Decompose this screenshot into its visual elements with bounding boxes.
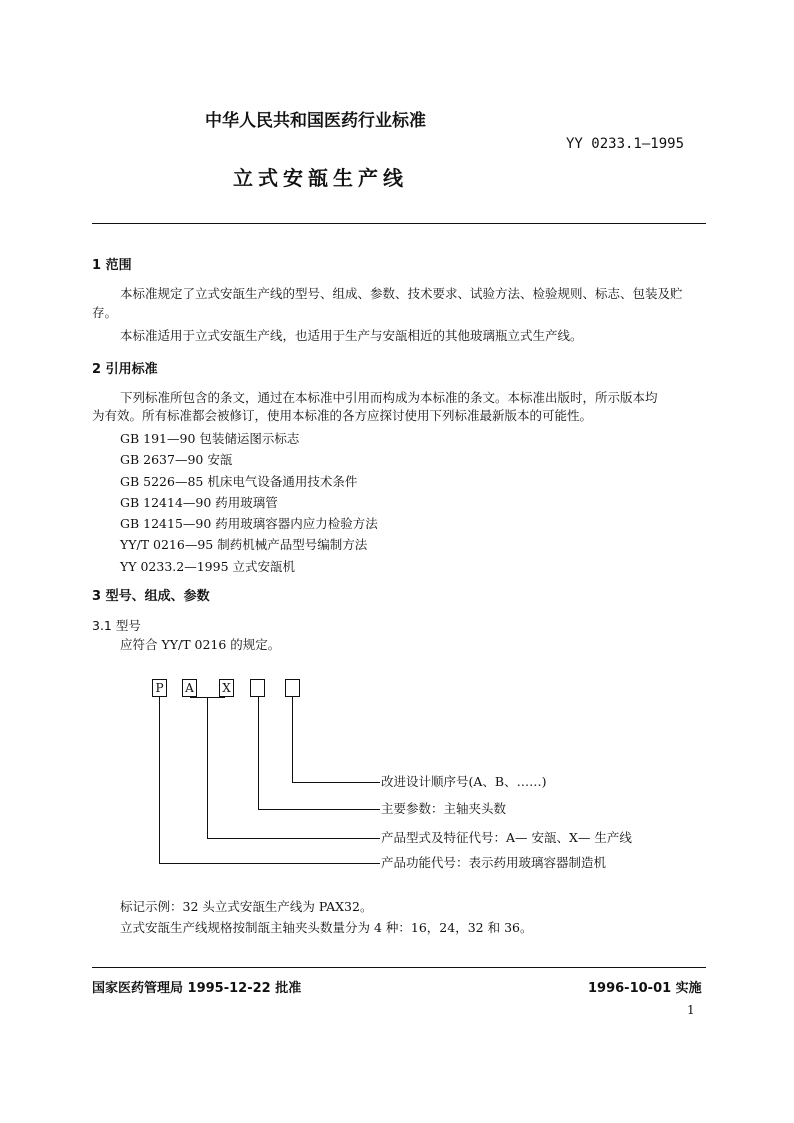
reference-item: GB 12414—90 药用玻璃管	[120, 494, 278, 510]
header-rule	[92, 223, 706, 224]
code-box-x: X	[219, 679, 234, 697]
reference-item: YY 0233.2—1995 立式安瓿机	[120, 558, 296, 574]
connector-line	[159, 697, 160, 863]
section-2-paragraph-1-cont: 为有效。所有标准都会被修订，使用本标准的各方应探讨使用下列标准最新版本的可能性。	[92, 408, 593, 423]
marking-example: 标记示例：32 头立式安瓿生产线为 PAX32。	[120, 899, 373, 914]
label-type-code: 产品型式及特征代号：A— 安瓿、X— 生产线	[381, 830, 632, 845]
label-function-code: 产品功能代号：表示药用玻璃容器制造机	[381, 855, 607, 870]
footer-rule	[92, 967, 706, 968]
section-1-paragraph-1-cont: 存。	[92, 305, 118, 320]
specification-paragraph: 立式安瓿生产线规格按制瓿主轴夹头数量分为 4 种：16，24，32 和 36。	[120, 920, 533, 935]
section-3-1-paragraph: 应符合 YY/T 0216 的规定。	[120, 637, 281, 652]
reference-item: YY/T 0216—95 制药机械产品型号编制方法	[120, 537, 368, 553]
document-title: 立式安瓿生产线	[233, 166, 408, 190]
effective-date: 1996-10-01 实施	[588, 981, 702, 996]
section-3-heading: 3 型号、组成、参数	[92, 589, 210, 604]
code-box-empty-2	[285, 679, 300, 697]
code-box-p: P	[152, 679, 167, 697]
connector-line	[207, 697, 208, 838]
section-1-paragraph-2: 本标准适用于立式安瓿生产线，也适用于生产与安瓿相近的其他玻璃瓶立式生产线。	[120, 328, 583, 343]
approval-line: 国家医药管理局 1995-12-22 批准	[92, 981, 302, 996]
leader-line	[159, 863, 380, 864]
code-box-a: A	[182, 679, 197, 697]
leader-line	[292, 782, 380, 783]
leader-line	[207, 838, 380, 839]
reference-item: GB 5226—85 机床电气设备通用技术条件	[120, 473, 358, 489]
reference-list	[120, 428, 378, 577]
page-number: 1	[687, 1003, 695, 1017]
standard-code: YY 0233.1—1995	[566, 136, 685, 152]
reference-item: GB 2637—90 安瓿	[120, 452, 233, 468]
issuing-body: 中华人民共和国医药行业标准	[205, 111, 426, 131]
section-2-heading: 2 引用标准	[92, 362, 158, 377]
connector-line	[292, 697, 293, 782]
connector-line	[190, 697, 225, 698]
reference-item: GB 191—90 包装储运图示标志	[120, 431, 300, 446]
label-revision-sequence: 改进设计顺序号(A、B、……)	[381, 774, 547, 789]
section-1-paragraph-1: 本标准规定了立式安瓿生产线的型号、组成、参数、技术要求、试验方法、检验规则、标志、包装及贮	[120, 286, 683, 301]
section-3-1-heading: 3.1 型号	[92, 618, 141, 633]
label-main-parameter: 主要参数：主轴夹头数	[381, 801, 507, 816]
code-box-empty-1	[250, 679, 265, 697]
reference-item: GB 12415—90 药用玻璃容器内应力检验方法	[120, 516, 378, 532]
leader-line	[258, 809, 380, 810]
section-2-paragraph-1: 下列标准所包含的条文，通过在本标准中引用而构成为本标准的条文。本标准出版时，所示版本均	[120, 390, 658, 405]
connector-line	[258, 697, 259, 809]
section-1-heading: 1 范围	[92, 258, 132, 273]
